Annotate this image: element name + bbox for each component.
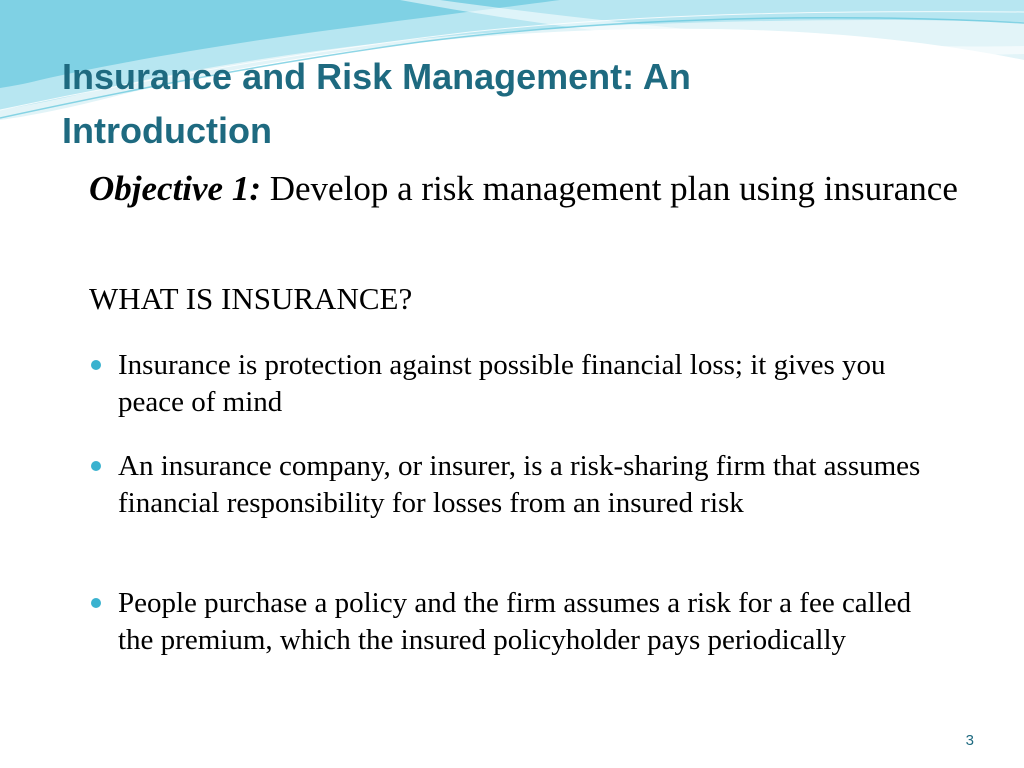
bullet-item — [89, 347, 949, 420]
objective-lead: Objective 1: — [89, 169, 261, 208]
objective-text: Develop a risk management plan using insurance — [261, 169, 958, 208]
bullet-text: Insurance is protection against possible financial loss; it gives you peace of mind — [118, 349, 886, 418]
section-heading: WHAT IS INSURANCE? — [89, 281, 413, 316]
bullet-item — [89, 585, 949, 658]
page-number: 3 — [965, 732, 974, 749]
slide-title — [62, 50, 942, 158]
bullet-dot-icon — [91, 598, 101, 608]
bullet-text: An insurance company, or insurer, is a risk-sharing firm that assumes financial responsibility for losses from an insured risk — [118, 450, 921, 519]
slide-title-line-2: Introduction — [62, 110, 272, 151]
slide-title-line-1: Insurance and Risk Management: An — [62, 56, 691, 97]
bullet-dot-icon — [91, 461, 101, 471]
bullet-dot-icon — [91, 360, 101, 370]
objective-statement — [89, 168, 979, 210]
bullet-item — [89, 448, 949, 521]
bullet-text: People purchase a policy and the firm assumes a risk for a fee called the premium, which the insured policyholder pays periodically — [118, 587, 912, 656]
